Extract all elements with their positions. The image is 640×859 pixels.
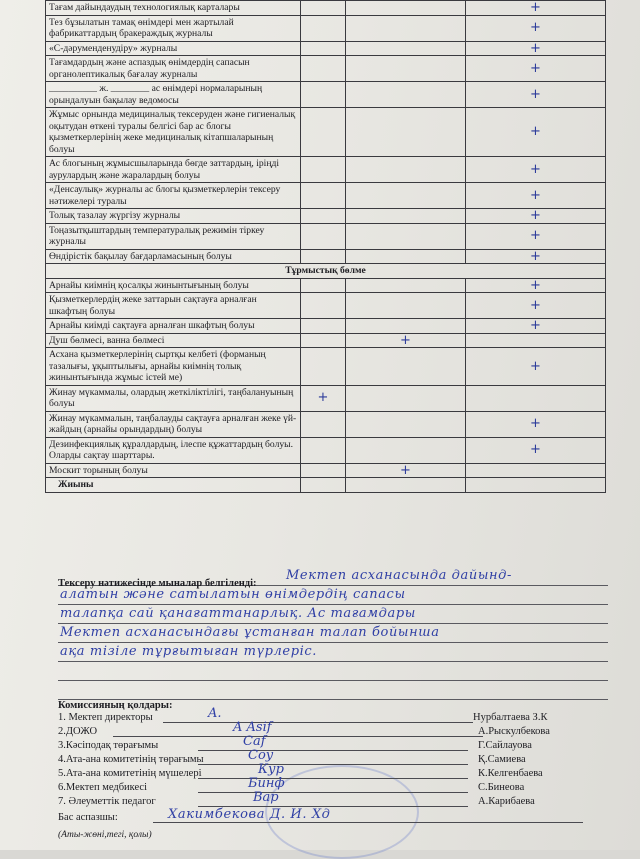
checkmark-plus: +: [466, 249, 606, 264]
empty-cell: [346, 319, 466, 334]
signature-line: [163, 722, 473, 723]
empty-cell: [301, 478, 346, 493]
empty-cell: [301, 333, 346, 348]
empty-cell: [301, 183, 346, 209]
checklist-item-text: Жұмыс орнында медициналық тексеруден және гигиеналық оқытудан өткені туралы белгісі бар ас блогы қызметкерлерінің жеке медициналық кітапшаларының болуы: [46, 108, 301, 157]
checklist-item-text: «С-дәруменденудіру» журналы: [46, 41, 301, 56]
head-cook-sublabel: (Аты-жөні,тегі, қолы): [58, 830, 152, 840]
empty-cell: [301, 15, 346, 41]
empty-cell: [466, 333, 606, 348]
empty-cell: [301, 293, 346, 319]
member-role: 2.ДОЖО: [58, 726, 98, 737]
empty-cell: [301, 437, 346, 463]
checkmark-plus: +: [466, 183, 606, 209]
checklist-row: [46, 249, 606, 264]
member-signature: Caf: [243, 734, 266, 749]
signature-line: [198, 750, 468, 751]
checklist-row: [46, 293, 606, 319]
empty-cell: [346, 209, 466, 224]
signature-line: [198, 792, 468, 793]
checklist-row: [46, 411, 606, 437]
checklist-item-text: Тез бұзылатын тамақ өнімдері мен жартылай фабрикаттардың бракераждық журналы: [46, 15, 301, 41]
empty-cell: [301, 157, 346, 183]
checklist-row: [46, 82, 606, 108]
checklist-item-text: Душ бөлмесі, ванна бөлмесі: [46, 333, 301, 348]
empty-cell: [346, 183, 466, 209]
handwritten-result-line: алатын және сатылатын өнімдердің сапасы: [60, 587, 406, 602]
commission-member-row: [58, 790, 618, 810]
member-role: 1. Мектеп директоры: [58, 712, 153, 723]
member-signature: A Asif: [233, 720, 272, 735]
total-row: [46, 478, 606, 493]
empty-cell: [301, 463, 346, 478]
handwritten-result-line: талапқа сай қанағаттанарлық. Ас тағамдары: [60, 606, 416, 621]
checklist-row: [46, 223, 606, 249]
results-label: Тексеру нәтижесінде мыналар белгіленді:: [58, 578, 257, 589]
member-name: Нурбалтаева З.К: [473, 712, 548, 723]
handwritten-result-line: ақа тізіле тұрғытыған түрлеріс.: [60, 644, 318, 659]
result-line: [58, 681, 608, 700]
member-role: 3.Кәсіподақ төрағымы: [58, 740, 159, 751]
checklist-item-text: Жинау мүкаммалы, олардың жеткіліктілігі, таңбалануының болуы: [46, 385, 301, 411]
checkmark-plus: +: [466, 82, 606, 108]
empty-cell: [346, 437, 466, 463]
commission-member-row: [58, 748, 618, 768]
member-signature: Кур: [258, 762, 284, 777]
empty-cell: [301, 223, 346, 249]
checklist-table-wrap: [45, 0, 605, 493]
empty-cell: [346, 293, 466, 319]
result-line: [58, 586, 608, 605]
checklist-item-text: Арнайы киімді сақтауға арналған шкафтың болуы: [46, 319, 301, 334]
empty-cell: [346, 411, 466, 437]
member-role: 7. Әлеуметтік педагог: [58, 796, 156, 807]
empty-cell: [346, 223, 466, 249]
checkmark-plus: +: [466, 293, 606, 319]
checklist-row: [46, 1, 606, 16]
commission-member-row: [58, 776, 618, 796]
checklist-item-text: Жинау мүкаммалын, таңбалауды сақтауға арналған жеке үй-жайдың (арнайы орындардың) болуы: [46, 411, 301, 437]
handwritten-result-line: Мектеп асханасында дайынд-: [286, 568, 513, 583]
member-role: 4.Ата-ана комитетінің төрағымы: [58, 754, 204, 765]
checkmark-plus: +: [466, 319, 606, 334]
checklist-item-text: Дезинфекциялық құралдардың, ілеспе құжаттардың болуы. Оларды сақтау шарттары.: [46, 437, 301, 463]
checklist-item-text: «Денсаулық» журналы ас блогы қызметкерлерін тексеру нәтижелері туралы: [46, 183, 301, 209]
empty-cell: [301, 209, 346, 224]
checkmark-plus: +: [301, 385, 346, 411]
checklist-row: [46, 333, 606, 348]
checklist-row: [46, 348, 606, 386]
empty-cell: [346, 108, 466, 157]
member-signature: Coy: [248, 748, 274, 763]
member-name: Қ.Самиева: [478, 754, 526, 765]
member-name: К.Келгенбаева: [478, 768, 543, 779]
empty-cell: [346, 157, 466, 183]
checkmark-plus: +: [346, 333, 466, 348]
empty-cell: [301, 56, 346, 82]
checklist-item-text: Асхана қызметкерлерінің сыртқы келбеті (форманың тазалығы, ұқыптылығы, арнайы киімнің толық жинынтығында жұмыс істей ме): [46, 348, 301, 386]
member-signature: Бинф: [248, 776, 285, 791]
checklist-item-text: Тағамдардың және аспаздық өнімдердің сапасын органолептикалық бағалау журналы: [46, 56, 301, 82]
head-cook-label: Бас аспазшы:: [58, 812, 118, 823]
checkmark-plus: +: [466, 108, 606, 157]
result-line: [58, 662, 608, 681]
checkmark-plus: +: [466, 15, 606, 41]
result-line: [58, 605, 608, 624]
signature-line: [153, 822, 583, 823]
checklist-row: [46, 437, 606, 463]
result-line: [58, 624, 608, 643]
empty-cell: [301, 82, 346, 108]
section-title: Тұрмыстық бөлме: [46, 264, 606, 279]
checklist-item-text: Толық тазалау жүргізу журналы: [46, 209, 301, 224]
empty-cell: [346, 41, 466, 56]
checklist-row: [46, 15, 606, 41]
member-name: А.Рыскулбекова: [478, 726, 550, 737]
member-name: А.Карибаева: [478, 796, 535, 807]
result-line: [58, 567, 608, 589]
empty-cell: [346, 249, 466, 264]
member-role: 5.Ата-ана комитетінің мүшелері: [58, 768, 202, 779]
empty-cell: [301, 319, 346, 334]
checklist-item-text: Ас блогының жұмысшыларында бөгде заттардың, іріңді аурулардың және жаралардың болуы: [46, 157, 301, 183]
empty-cell: [346, 348, 466, 386]
result-line: [58, 643, 608, 662]
checklist-row: [46, 183, 606, 209]
checklist-row: [46, 56, 606, 82]
checklist-row: [46, 108, 606, 157]
empty-cell: [301, 411, 346, 437]
checkmark-plus: +: [466, 56, 606, 82]
signature-line: [113, 736, 483, 737]
head-cook-signature: [58, 807, 578, 840]
empty-cell: [301, 108, 346, 157]
checklist-table: [45, 0, 606, 493]
checklist-item-text: __________ ж. ________ ас өнімдері нормаларының орындалуын бақылау ведомосы: [46, 82, 301, 108]
empty-cell: [466, 463, 606, 478]
commission-title: Комиссияның қолдары:: [58, 700, 173, 711]
checkmark-plus: +: [346, 463, 466, 478]
commission-member-row: [58, 706, 618, 726]
member-signature: A.: [208, 706, 222, 721]
checklist-item-text: Москит торының болуы: [46, 463, 301, 478]
total-label: Жиыны: [46, 478, 301, 493]
checklist-item-text: Өндірістік бақылау бағдарламасының болуы: [46, 249, 301, 264]
checklist-item-text: Қызметкерлердің жеке заттарын сақтауға арналған шкафтың болуы: [46, 293, 301, 319]
empty-cell: [466, 385, 606, 411]
empty-cell: [346, 82, 466, 108]
member-name: Г.Сайлауова: [478, 740, 532, 751]
empty-cell: [301, 1, 346, 16]
empty-cell: [301, 41, 346, 56]
checkmark-plus: +: [466, 1, 606, 16]
checklist-row: [46, 157, 606, 183]
empty-cell: [466, 478, 606, 493]
checkmark-plus: +: [466, 223, 606, 249]
checkmark-plus: +: [466, 278, 606, 293]
empty-cell: [301, 278, 346, 293]
checkmark-plus: +: [466, 411, 606, 437]
checklist-item-text: Тағам дайындаудың технологиялық карталары: [46, 1, 301, 16]
checklist-item-text: Тоңазытқыштардың температуралық режимін тіркеу журналы: [46, 223, 301, 249]
checklist-row: [46, 209, 606, 224]
handwritten-result-line: Мектеп асханасындағы ұстанған талап бойынша: [60, 625, 440, 640]
checkmark-plus: +: [466, 209, 606, 224]
empty-cell: [301, 348, 346, 386]
empty-cell: [346, 56, 466, 82]
member-signature: Bap: [253, 790, 279, 805]
empty-cell: [346, 278, 466, 293]
signature-line: [198, 764, 468, 765]
checklist-row: [46, 385, 606, 411]
commission-member-row: [58, 720, 618, 740]
signature-line: [198, 778, 468, 779]
commission-member-row: [58, 734, 618, 754]
checkmark-plus: +: [466, 437, 606, 463]
empty-cell: [346, 385, 466, 411]
checklist-item-text: Арнайы киімнің қосалқы жинынтығының болуы: [46, 278, 301, 293]
commission-signatures: [58, 700, 618, 810]
commission-member-row: [58, 762, 618, 782]
checklist-row: [46, 41, 606, 56]
empty-cell: [346, 1, 466, 16]
checkmark-plus: +: [466, 41, 606, 56]
checklist-row: [46, 278, 606, 293]
empty-cell: [301, 249, 346, 264]
member-role: 6.Мектеп медбикесі: [58, 782, 147, 793]
checklist-row: [46, 463, 606, 478]
checkmark-plus: +: [466, 157, 606, 183]
empty-cell: [346, 15, 466, 41]
empty-cell: [346, 478, 466, 493]
section-row: [46, 264, 606, 279]
results-block: [58, 567, 608, 700]
head-cook-handwriting: Хакимбекова Д. И. Хд: [168, 807, 331, 822]
member-name: С.Бинеова: [478, 782, 525, 793]
checkmark-plus: +: [466, 348, 606, 386]
checklist-row: [46, 319, 606, 334]
